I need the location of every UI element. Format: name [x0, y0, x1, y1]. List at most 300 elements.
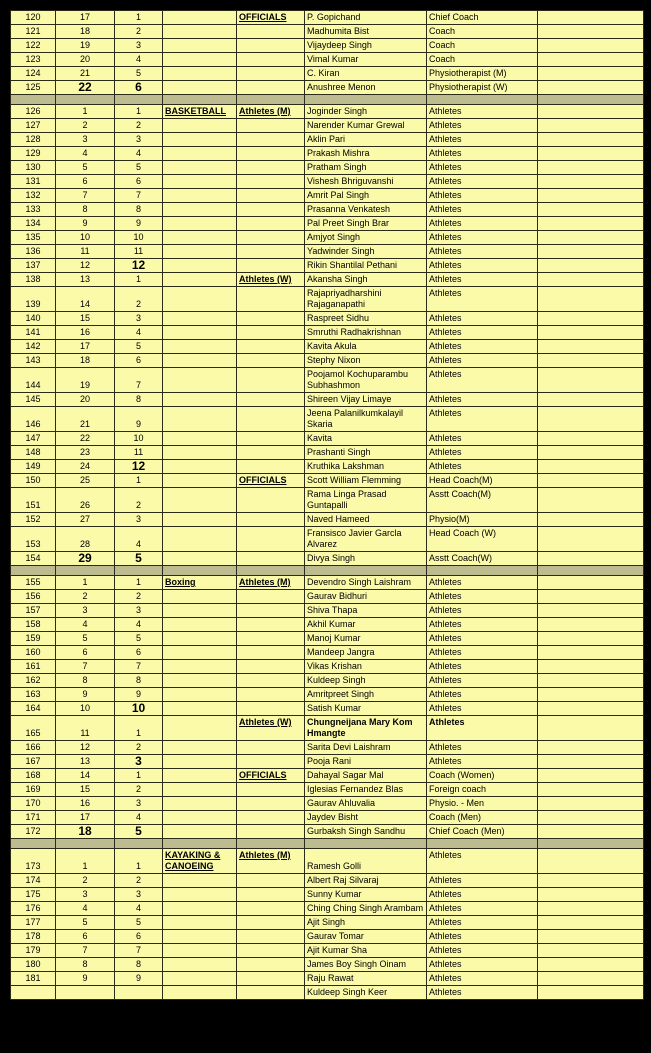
category-no-cell: 12 — [115, 259, 163, 273]
sl-no-cell: 159 — [11, 632, 56, 646]
category-cell: Athletes (M) — [237, 849, 305, 874]
separator-cell — [115, 839, 163, 849]
sl-no-cell: 144 — [11, 368, 56, 393]
name-cell: Rikin Shantilal Pethani — [305, 259, 427, 273]
sport-cell — [163, 393, 237, 407]
sl-no-cell: 164 — [11, 702, 56, 716]
name-cell: C. Kiran — [305, 67, 427, 81]
category-no-cell: 4 — [115, 147, 163, 161]
category-no-cell: 7 — [115, 368, 163, 393]
sl-no-cell: 148 — [11, 446, 56, 460]
sl-no-cell: 180 — [11, 958, 56, 972]
name-cell: Amritpreet Singh — [305, 688, 427, 702]
designation-cell: Athletes — [427, 888, 538, 902]
table-row — [11, 119, 644, 133]
name-cell: Amrit Pal Singh — [305, 189, 427, 203]
discipline-no-cell: 11 — [56, 245, 115, 259]
category-no-cell: 4 — [115, 326, 163, 340]
discipline-no-cell: 16 — [56, 797, 115, 811]
table-row — [11, 811, 644, 825]
table-row — [11, 755, 644, 769]
name-cell: Gurbaksh Singh Sandhu — [305, 825, 427, 839]
name-cell: Smruthi Radhakrishnan — [305, 326, 427, 340]
category-no-cell: 8 — [115, 674, 163, 688]
sport-cell — [163, 119, 237, 133]
remarks-cell — [538, 916, 644, 930]
designation-cell: Athletes — [427, 312, 538, 326]
name-cell: Ching Ching Singh Arambam — [305, 902, 427, 916]
roster-table — [10, 10, 644, 1000]
discipline-no-cell: 25 — [56, 474, 115, 488]
remarks-cell — [538, 797, 644, 811]
designation-cell: Physio(M) — [427, 513, 538, 527]
table-row — [11, 716, 644, 741]
designation-cell: Coach — [427, 39, 538, 53]
table-row — [11, 660, 644, 674]
table-row — [11, 488, 644, 513]
remarks-cell — [538, 944, 644, 958]
separator-cell — [56, 95, 115, 105]
category-no-cell: 1 — [115, 273, 163, 287]
name-cell: Manoj Kumar — [305, 632, 427, 646]
category-cell: Athletes (W) — [237, 716, 305, 741]
discipline-no-cell: 11 — [56, 716, 115, 741]
sport-cell — [163, 147, 237, 161]
category-cell — [237, 175, 305, 189]
remarks-cell — [538, 231, 644, 245]
category-no-cell: 12 — [115, 460, 163, 474]
category-no-cell: 3 — [115, 797, 163, 811]
name-cell: Akansha Singh — [305, 273, 427, 287]
remarks-cell — [538, 660, 644, 674]
remarks-cell — [538, 811, 644, 825]
category-no-cell: 9 — [115, 688, 163, 702]
designation-cell: Athletes — [427, 646, 538, 660]
sport-cell — [163, 217, 237, 231]
separator-cell — [163, 566, 237, 576]
designation-cell: Athletes — [427, 133, 538, 147]
sport-cell — [163, 874, 237, 888]
sport-cell — [163, 552, 237, 566]
sl-no-cell: 141 — [11, 326, 56, 340]
category-cell — [237, 741, 305, 755]
sport-cell — [163, 783, 237, 797]
discipline-no-cell: 5 — [56, 916, 115, 930]
discipline-no-cell: 7 — [56, 660, 115, 674]
name-cell: Yadwinder Singh — [305, 245, 427, 259]
name-cell: Stephy Nixon — [305, 354, 427, 368]
designation-cell: Athletes — [427, 604, 538, 618]
sl-no-cell: 147 — [11, 432, 56, 446]
category-no-cell: 4 — [115, 618, 163, 632]
category-cell — [237, 326, 305, 340]
designation-cell: Athletes — [427, 944, 538, 958]
remarks-cell — [538, 888, 644, 902]
designation-cell: Athletes — [427, 446, 538, 460]
remarks-cell — [538, 958, 644, 972]
category-cell — [237, 133, 305, 147]
name-cell: Shiva Thapa — [305, 604, 427, 618]
category-no-cell: 5 — [115, 552, 163, 566]
name-cell: Vijaydeep Singh — [305, 39, 427, 53]
sport-cell — [163, 513, 237, 527]
sl-no-cell: 176 — [11, 902, 56, 916]
category-no-cell: 1 — [115, 849, 163, 874]
designation-cell: Athletes — [427, 930, 538, 944]
category-cell — [237, 552, 305, 566]
sport-cell — [163, 446, 237, 460]
sl-no-cell: 169 — [11, 783, 56, 797]
name-cell: Pratham Singh — [305, 161, 427, 175]
category-cell — [237, 53, 305, 67]
name-cell: Rama Linga Prasad Guntapalli — [305, 488, 427, 513]
category-no-cell: 8 — [115, 393, 163, 407]
table-row — [11, 825, 644, 839]
sl-no-cell: 137 — [11, 259, 56, 273]
sport-cell — [163, 203, 237, 217]
designation-cell: Athletes — [427, 741, 538, 755]
sl-no-cell: 161 — [11, 660, 56, 674]
category-no-cell: 8 — [115, 203, 163, 217]
table-row — [11, 217, 644, 231]
sl-no-cell: 125 — [11, 81, 56, 95]
category-no-cell: 5 — [115, 340, 163, 354]
designation-cell: Athletes — [427, 161, 538, 175]
designation-cell: Athletes — [427, 972, 538, 986]
discipline-no-cell: 20 — [56, 53, 115, 67]
designation-cell: Athletes — [427, 368, 538, 393]
separator-cell — [538, 566, 644, 576]
category-no-cell: 5 — [115, 916, 163, 930]
sl-no-cell: 135 — [11, 231, 56, 245]
sl-no-cell: 167 — [11, 755, 56, 769]
remarks-cell — [538, 432, 644, 446]
remarks-cell — [538, 513, 644, 527]
category-cell: OFFICIALS — [237, 769, 305, 783]
discipline-no-cell: 17 — [56, 340, 115, 354]
sport-cell — [163, 231, 237, 245]
sl-no-cell: 179 — [11, 944, 56, 958]
discipline-no-cell: 9 — [56, 217, 115, 231]
discipline-no-cell: 15 — [56, 312, 115, 326]
name-cell: Mandeep Jangra — [305, 646, 427, 660]
table-row — [11, 354, 644, 368]
category-no-cell: 1 — [115, 769, 163, 783]
table-row — [11, 769, 644, 783]
category-cell — [237, 368, 305, 393]
discipline-no-cell: 19 — [56, 368, 115, 393]
category-cell — [237, 432, 305, 446]
remarks-cell — [538, 902, 644, 916]
sport-cell — [163, 488, 237, 513]
category-cell — [237, 825, 305, 839]
name-cell: Jeena Palanilkumkalayil Skaria — [305, 407, 427, 432]
designation-cell: Athletes — [427, 618, 538, 632]
table-row — [11, 513, 644, 527]
category-no-cell: 10 — [115, 702, 163, 716]
name-cell: Raju Rawat — [305, 972, 427, 986]
table-row — [11, 741, 644, 755]
category-no-cell: 6 — [115, 81, 163, 95]
category-cell — [237, 604, 305, 618]
category-no-cell: 2 — [115, 488, 163, 513]
discipline-no-cell: 19 — [56, 39, 115, 53]
remarks-cell — [538, 741, 644, 755]
sport-cell — [163, 407, 237, 432]
name-cell: Dahayal Sagar Mal — [305, 769, 427, 783]
category-cell — [237, 783, 305, 797]
remarks-cell — [538, 769, 644, 783]
sl-no-cell: 146 — [11, 407, 56, 432]
remarks-cell — [538, 874, 644, 888]
designation-cell: Athletes — [427, 105, 538, 119]
remarks-cell — [538, 11, 644, 25]
category-cell — [237, 916, 305, 930]
remarks-cell — [538, 25, 644, 39]
name-cell: Vishesh Bhriguvanshi — [305, 175, 427, 189]
sl-no-cell: 122 — [11, 39, 56, 53]
name-cell: Shireen Vijay Limaye — [305, 393, 427, 407]
sport-cell — [163, 326, 237, 340]
sport-cell — [163, 741, 237, 755]
category-cell — [237, 39, 305, 53]
name-cell: Vikas Krishan — [305, 660, 427, 674]
designation-cell: Athletes — [427, 576, 538, 590]
table-body — [11, 11, 644, 1000]
table-row — [11, 231, 644, 245]
remarks-cell — [538, 67, 644, 81]
category-cell — [237, 259, 305, 273]
sport-cell — [163, 474, 237, 488]
sl-no-cell: 127 — [11, 119, 56, 133]
sport-cell — [163, 590, 237, 604]
name-cell: Kuldeep Singh — [305, 674, 427, 688]
remarks-cell — [538, 273, 644, 287]
section-separator — [11, 95, 644, 105]
discipline-no-cell: 5 — [56, 161, 115, 175]
discipline-no-cell: 27 — [56, 513, 115, 527]
remarks-cell — [538, 340, 644, 354]
remarks-cell — [538, 259, 644, 273]
name-cell: James Boy Singh Oinam — [305, 958, 427, 972]
name-cell: Ramesh Golli — [305, 849, 427, 874]
table-row — [11, 688, 644, 702]
separator-cell — [237, 839, 305, 849]
discipline-no-cell: 23 — [56, 446, 115, 460]
name-cell: Prasanna Venkatesh — [305, 203, 427, 217]
remarks-cell — [538, 147, 644, 161]
remarks-cell — [538, 133, 644, 147]
category-cell — [237, 755, 305, 769]
designation-cell: Coach — [427, 53, 538, 67]
name-cell: P. Gopichand — [305, 11, 427, 25]
remarks-cell — [538, 105, 644, 119]
category-cell — [237, 147, 305, 161]
category-no-cell: 4 — [115, 811, 163, 825]
category-no-cell: 3 — [115, 513, 163, 527]
table-row — [11, 11, 644, 25]
designation-cell: Athletes — [427, 590, 538, 604]
sl-no-cell: 174 — [11, 874, 56, 888]
sport-cell — [163, 825, 237, 839]
table-row — [11, 916, 644, 930]
sl-no-cell: 177 — [11, 916, 56, 930]
sl-no-cell: 136 — [11, 245, 56, 259]
sport-cell — [163, 811, 237, 825]
designation-cell: Athletes — [427, 674, 538, 688]
designation-cell: Athletes — [427, 874, 538, 888]
table-row — [11, 312, 644, 326]
name-cell: Gaurav Bidhuri — [305, 590, 427, 604]
designation-cell: Athletes — [427, 958, 538, 972]
remarks-cell — [538, 460, 644, 474]
table-row — [11, 604, 644, 618]
table-row — [11, 474, 644, 488]
designation-cell: Athletes — [427, 632, 538, 646]
sport-cell — [163, 755, 237, 769]
category-cell — [237, 527, 305, 552]
sl-no-cell: 181 — [11, 972, 56, 986]
discipline-no-cell: 24 — [56, 460, 115, 474]
category-cell — [237, 797, 305, 811]
designation-cell: Athletes — [427, 147, 538, 161]
sl-no-cell: 120 — [11, 11, 56, 25]
discipline-no-cell: 13 — [56, 755, 115, 769]
sport-cell — [163, 527, 237, 552]
name-cell: Kruthika Lakshman — [305, 460, 427, 474]
table-row — [11, 460, 644, 474]
table-row — [11, 326, 644, 340]
designation-cell: Athletes — [427, 175, 538, 189]
sl-no-cell: 175 — [11, 888, 56, 902]
discipline-no-cell: 12 — [56, 741, 115, 755]
sport-cell — [163, 287, 237, 312]
category-no-cell: 1 — [115, 105, 163, 119]
sport-cell — [163, 25, 237, 39]
table-row — [11, 189, 644, 203]
discipline-no-cell: 3 — [56, 888, 115, 902]
remarks-cell — [538, 189, 644, 203]
sl-no-cell: 154 — [11, 552, 56, 566]
category-no-cell: 3 — [115, 39, 163, 53]
category-cell — [237, 986, 305, 1000]
sl-no-cell — [11, 986, 56, 1000]
category-cell — [237, 902, 305, 916]
discipline-no-cell: 18 — [56, 354, 115, 368]
sport-cell — [163, 67, 237, 81]
remarks-cell — [538, 646, 644, 660]
designation-cell: Coach — [427, 25, 538, 39]
sport-cell — [163, 888, 237, 902]
name-cell: Gaurav Tomar — [305, 930, 427, 944]
sl-no-cell: 150 — [11, 474, 56, 488]
sl-no-cell: 129 — [11, 147, 56, 161]
remarks-cell — [538, 783, 644, 797]
sl-no-cell: 121 — [11, 25, 56, 39]
category-no-cell: 1 — [115, 474, 163, 488]
discipline-no-cell: 2 — [56, 119, 115, 133]
name-cell: Gaurav Ahluvalia — [305, 797, 427, 811]
category-no-cell: 5 — [115, 825, 163, 839]
discipline-no-cell: 9 — [56, 688, 115, 702]
category-cell — [237, 618, 305, 632]
category-cell — [237, 231, 305, 245]
table-row — [11, 958, 644, 972]
designation-cell: Physio. - Men — [427, 797, 538, 811]
designation-cell: Athletes — [427, 407, 538, 432]
discipline-no-cell: 14 — [56, 769, 115, 783]
category-no-cell: 10 — [115, 432, 163, 446]
category-no-cell: 2 — [115, 25, 163, 39]
sport-cell — [163, 797, 237, 811]
sport-cell — [163, 312, 237, 326]
sl-no-cell: 166 — [11, 741, 56, 755]
designation-cell: Physiotherapist (M) — [427, 67, 538, 81]
discipline-no-cell: 7 — [56, 944, 115, 958]
remarks-cell — [538, 312, 644, 326]
category-no-cell: 6 — [115, 354, 163, 368]
sl-no-cell: 145 — [11, 393, 56, 407]
separator-cell — [305, 839, 427, 849]
table-row — [11, 67, 644, 81]
category-cell — [237, 972, 305, 986]
sport-cell — [163, 902, 237, 916]
category-cell — [237, 688, 305, 702]
table-row — [11, 161, 644, 175]
discipline-no-cell: 2 — [56, 590, 115, 604]
separator-cell — [305, 566, 427, 576]
table-row — [11, 972, 644, 986]
designation-cell: Athletes — [427, 432, 538, 446]
designation-cell: Athletes — [427, 203, 538, 217]
discipline-no-cell: 26 — [56, 488, 115, 513]
category-no-cell: 5 — [115, 632, 163, 646]
sport-cell — [163, 944, 237, 958]
separator-cell — [427, 95, 538, 105]
designation-cell: Head Coach(M) — [427, 474, 538, 488]
category-cell — [237, 660, 305, 674]
remarks-cell — [538, 161, 644, 175]
discipline-no-cell: 6 — [56, 646, 115, 660]
designation-cell: Athletes — [427, 273, 538, 287]
category-cell: Athletes (M) — [237, 105, 305, 119]
remarks-cell — [538, 245, 644, 259]
discipline-no-cell: 4 — [56, 147, 115, 161]
discipline-no-cell: 12 — [56, 259, 115, 273]
name-cell: Iglesias Fernandez Blas — [305, 783, 427, 797]
separator-cell — [538, 95, 644, 105]
separator-cell — [427, 566, 538, 576]
table-row — [11, 259, 644, 273]
category-no-cell: 3 — [115, 133, 163, 147]
discipline-no-cell: 8 — [56, 203, 115, 217]
sl-no-cell: 133 — [11, 203, 56, 217]
discipline-no-cell: 1 — [56, 105, 115, 119]
sport-cell — [163, 930, 237, 944]
designation-cell: Athletes — [427, 460, 538, 474]
table-row — [11, 407, 644, 432]
name-cell: Kuldeep Singh Keer — [305, 986, 427, 1000]
remarks-cell — [538, 217, 644, 231]
name-cell: Amjyot Singh — [305, 231, 427, 245]
sport-cell — [163, 958, 237, 972]
table-row — [11, 632, 644, 646]
sport-cell — [163, 161, 237, 175]
table-row — [11, 39, 644, 53]
designation-cell: Athletes — [427, 688, 538, 702]
name-cell: Aklin Pari — [305, 133, 427, 147]
name-cell: Naved Hameed — [305, 513, 427, 527]
